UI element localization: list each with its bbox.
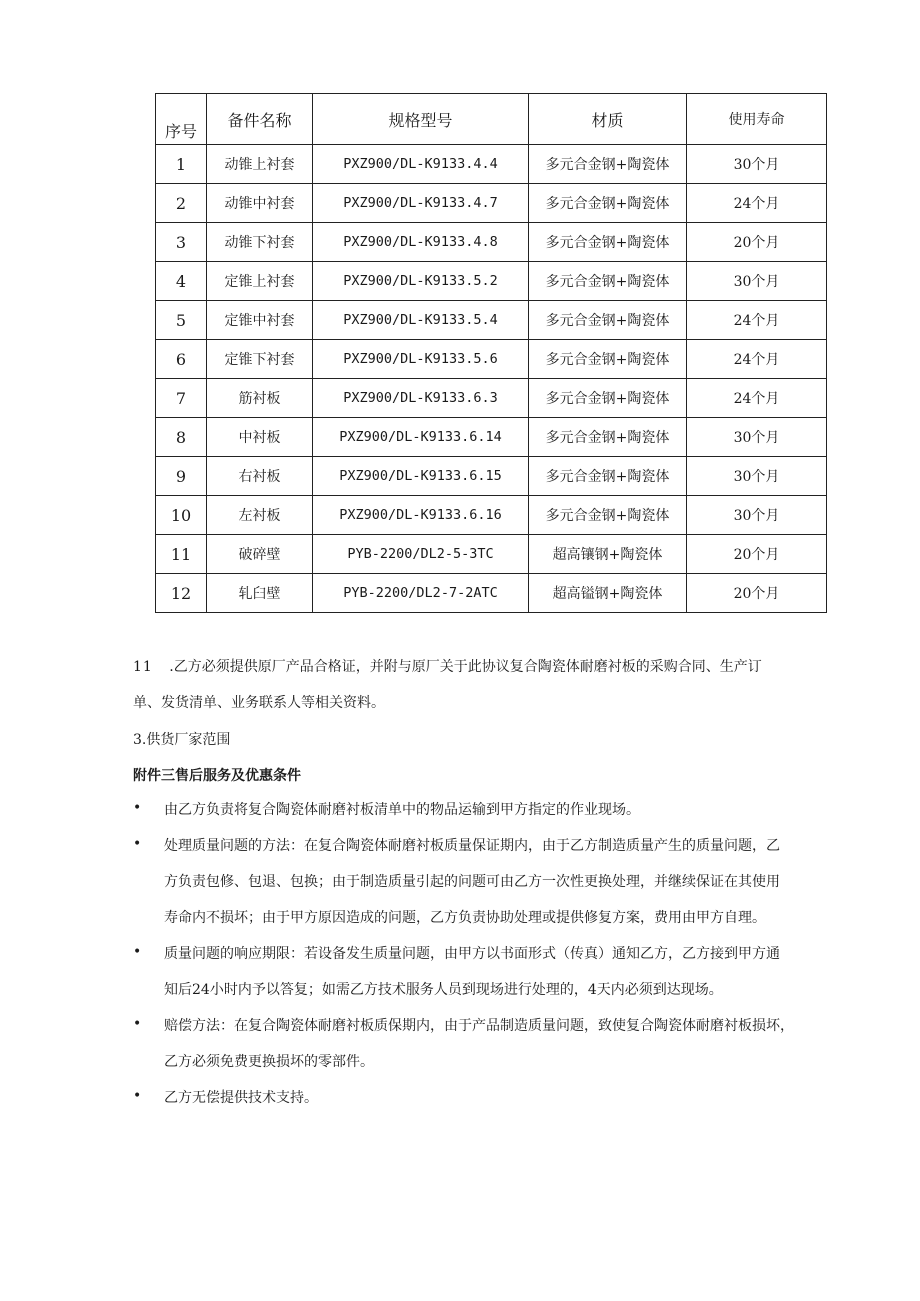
part-name: 中衬板 <box>207 418 313 457</box>
table-row <box>156 457 827 496</box>
service-life: 20个月 <box>687 574 827 613</box>
bullet-text-line: 知后24小时内予以答复；如需乙方技术服务人员到现场进行处理的，4天内必须到达现场。 <box>164 982 723 998</box>
material: 多元合金钢+陶瓷体 <box>529 223 687 262</box>
part-name: 动锥中衬套 <box>207 184 313 223</box>
material: 超高镶钢+陶瓷体 <box>529 535 687 574</box>
bullet-dot-icon: • <box>133 836 142 852</box>
material: 多元合金钢+陶瓷体 <box>529 457 687 496</box>
part-name: 右衬板 <box>207 457 313 496</box>
header-service-life: 使用寿命 <box>687 94 827 145</box>
table-row <box>156 535 827 574</box>
material: 多元合金钢+陶瓷体 <box>529 418 687 457</box>
row-index: 5 <box>156 301 207 340</box>
table-row <box>156 262 827 301</box>
service-life: 24个月 <box>687 301 827 340</box>
part-name: 动锥上衬套 <box>207 145 313 184</box>
row-index: 10 <box>156 496 207 535</box>
model-number: PXZ900/DL-K9133.4.4 <box>313 145 529 184</box>
material: 多元合金钢+陶瓷体 <box>529 496 687 535</box>
table-row <box>156 184 827 223</box>
bullet-text-line: 处理质量问题的方法：在复合陶瓷体耐磨衬板质量保证期内，由于乙方制造质量产生的质量问题，乙 <box>164 838 780 854</box>
model-number: PXZ900/DL-K9133.4.8 <box>313 223 529 262</box>
material: 多元合金钢+陶瓷体 <box>529 262 687 301</box>
clause-11 <box>133 656 863 678</box>
bullet-dot-icon: • <box>133 944 142 960</box>
header-index: 序号 <box>156 94 207 145</box>
bullet-text-line: 方负责包修、包退、包换；由于制造质量引起的问题可由乙方一次性更换处理，并继续保证在其使用 <box>164 874 780 890</box>
model-number: PXZ900/DL-K9133.5.2 <box>313 262 529 301</box>
part-name: 破碎壁 <box>207 535 313 574</box>
table-row <box>156 418 827 457</box>
clause-11-continuation: 单、发货清单、业务联系人等相关资料。 <box>133 695 385 711</box>
model-number: PXZ900/DL-K9133.6.15 <box>313 457 529 496</box>
model-number: PXZ900/DL-K9133.6.3 <box>313 379 529 418</box>
bullet-dot-icon: • <box>133 800 142 816</box>
material: 多元合金钢+陶瓷体 <box>529 184 687 223</box>
bullet-text-line: 由乙方负责将复合陶瓷体耐磨衬板清单中的物品运输到甲方指定的作业现场。 <box>164 802 640 818</box>
material: 多元合金钢+陶瓷体 <box>529 379 687 418</box>
table-row <box>156 223 827 262</box>
row-index: 1 <box>156 145 207 184</box>
service-life: 30个月 <box>687 496 827 535</box>
service-life: 20个月 <box>687 223 827 262</box>
service-life: 24个月 <box>687 184 827 223</box>
service-life: 20个月 <box>687 535 827 574</box>
model-number: PXZ900/DL-K9133.5.6 <box>313 340 529 379</box>
bullet-text-line: 乙方无偿提供技术支持。 <box>164 1090 318 1106</box>
part-name: 筋衬板 <box>207 379 313 418</box>
part-name: 定锥上衬套 <box>207 262 313 301</box>
row-index: 4 <box>156 262 207 301</box>
row-index: 2 <box>156 184 207 223</box>
table-row <box>156 496 827 535</box>
model-number: PXZ900/DL-K9133.6.16 <box>313 496 529 535</box>
bullet-text-line: 寿命内不损坏；由于甲方原因造成的问题，乙方负责协助处理或提供修复方案，费用由甲方自理。 <box>164 910 766 926</box>
spare-parts-table <box>155 93 827 613</box>
bullet-text-line: 乙方必须免费更换损坏的零部件。 <box>164 1054 374 1070</box>
service-life: 24个月 <box>687 379 827 418</box>
row-index: 9 <box>156 457 207 496</box>
material: 多元合金钢+陶瓷体 <box>529 145 687 184</box>
table-row <box>156 379 827 418</box>
section-title: 3.供货厂家范围 <box>133 732 231 748</box>
part-name: 轧臼壁 <box>207 574 313 613</box>
row-index: 6 <box>156 340 207 379</box>
table-row <box>156 145 827 184</box>
service-life: 24个月 <box>687 340 827 379</box>
model-number: PXZ900/DL-K9133.5.4 <box>313 301 529 340</box>
bullet-dot-icon: • <box>133 1088 142 1104</box>
model-number: PYB-2200/DL2-5-3TC <box>313 535 529 574</box>
row-index: 12 <box>156 574 207 613</box>
annex-title: 附件三售后服务及优惠条件 <box>133 768 301 784</box>
table-row <box>156 574 827 613</box>
service-life: 30个月 <box>687 457 827 496</box>
clause-number: 11 <box>133 659 153 675</box>
material: 多元合金钢+陶瓷体 <box>529 340 687 379</box>
clause-line-1: .乙方必须提供原厂产品合格证，并附与原厂关于此协议复合陶瓷体耐磨衬板的采购合同、生产订 <box>169 659 762 675</box>
row-index: 11 <box>156 535 207 574</box>
part-name: 定锥下衬套 <box>207 340 313 379</box>
bullet-dot-icon: • <box>133 1016 142 1032</box>
row-index: 3 <box>156 223 207 262</box>
material: 超高镒钢+陶瓷体 <box>529 574 687 613</box>
bullet-text-line: 赔偿方法：在复合陶瓷体耐磨衬板质保期内，由于产品制造质量问题，致使复合陶瓷体耐磨衬板损坏， <box>164 1018 794 1034</box>
model-number: PYB-2200/DL2-7-2ATC <box>313 574 529 613</box>
header-model: 规格型号 <box>313 94 529 145</box>
header-part-name: 备件名称 <box>207 94 313 145</box>
table-header-row <box>156 94 827 145</box>
row-index: 8 <box>156 418 207 457</box>
service-life: 30个月 <box>687 145 827 184</box>
model-number: PXZ900/DL-K9133.6.14 <box>313 418 529 457</box>
table-row <box>156 340 827 379</box>
part-name: 动锥下衬套 <box>207 223 313 262</box>
service-life: 30个月 <box>687 418 827 457</box>
part-name: 左衬板 <box>207 496 313 535</box>
part-name: 定锥中衬套 <box>207 301 313 340</box>
service-life: 30个月 <box>687 262 827 301</box>
table-row <box>156 301 827 340</box>
row-index: 7 <box>156 379 207 418</box>
header-material: 材质 <box>529 94 687 145</box>
model-number: PXZ900/DL-K9133.4.7 <box>313 184 529 223</box>
material: 多元合金钢+陶瓷体 <box>529 301 687 340</box>
bullet-text-line: 质量问题的响应期限：若设备发生质量问题，由甲方以书面形式（传真）通知乙方，乙方接到甲方通 <box>164 946 780 962</box>
